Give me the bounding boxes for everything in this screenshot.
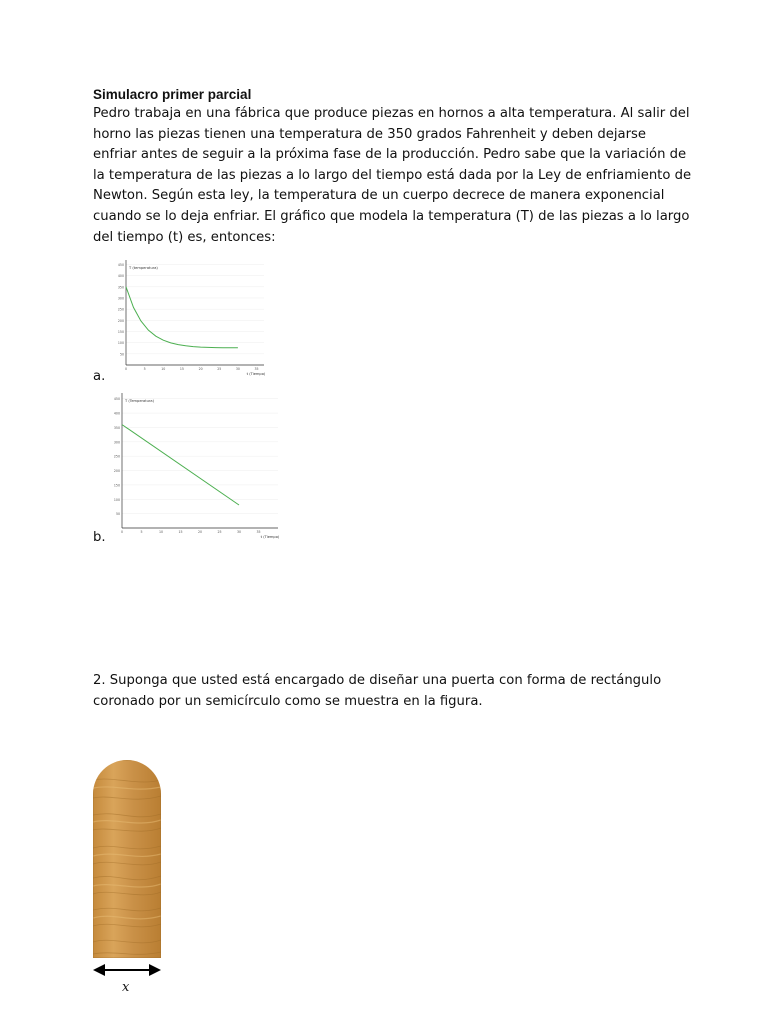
x-tick-label: 35 (254, 367, 259, 371)
door-width-label: x (122, 980, 130, 995)
y-tick-label: 50 (115, 512, 120, 517)
x-tick-label: 20 (197, 530, 203, 534)
door-figure (93, 760, 161, 962)
y-tick-label: 100 (113, 497, 120, 502)
x-tick-label: 5 (143, 367, 146, 371)
y-tick-label: 250 (117, 307, 124, 312)
x-tick-label: 25 (217, 530, 222, 534)
chart-b-svg (112, 388, 288, 544)
double-arrow-icon (93, 962, 161, 978)
y-tick-label: 450 (117, 262, 124, 267)
option-a-label[interactable]: a. (93, 369, 106, 384)
page-title: Simulacro primer parcial (93, 87, 252, 102)
x-tick-label: 35 (256, 530, 261, 534)
x-tick-label: 25 (217, 367, 222, 371)
x-tick-label: 15 (178, 530, 183, 534)
y-tick-label: 250 (113, 454, 120, 459)
problem-1-text: Pedro trabaja en una fábrica que produce piezas en hornos a alta temperatura. Al salir del horno las piezas tienen una temperatura de 350 grados Fahrenheit y deben dejarse enfriar antes de seguir a la próxima fase de la producción. Pedro sabe que la variación de la temperatura de las piezas a lo largo del tiempo está dada por la Ley de enfriamiento de Newton. Según esta ley, la temperatura de un cuerpo decrece de manera exponencial cuando se lo deja enfriar. El gráfico que modela la temperatura (T) de las piezas a lo largo del tiempo (t) es, entonces: (93, 106, 692, 245)
chart-option-a (114, 252, 278, 382)
y-axis-label: T (Temperatura) (125, 399, 154, 403)
y-tick-label: 200 (113, 469, 120, 474)
temperature-series-line (126, 287, 238, 348)
chart-a-svg (114, 252, 278, 382)
y-tick-label: 100 (117, 341, 124, 346)
y-tick-label: 200 (117, 318, 124, 323)
x-tick-label: 10 (158, 530, 164, 534)
x-tick-label: 30 (236, 530, 242, 534)
door-image (93, 760, 161, 958)
y-tick-label: 300 (113, 440, 120, 445)
x-tick-label: 10 (161, 367, 166, 371)
y-tick-label: 150 (113, 483, 120, 488)
x-tick-label: 0 (124, 367, 128, 371)
chart-option-b (112, 388, 288, 544)
x-tick-label: 0 (120, 530, 124, 534)
problem-2-text: 2. Suponga que usted está encargado de diseñar una puerta con forma de rectángulo coronado por un semicírculo como se muestra en la figura. (93, 673, 662, 709)
y-tick-label: 450 (113, 397, 120, 402)
x-tick-label: 15 (179, 367, 184, 371)
x-tick-label: 5 (140, 530, 143, 534)
y-tick-label: 300 (117, 296, 124, 301)
x-axis-label: t (Tiempo) (246, 372, 266, 376)
y-tick-label: 50 (119, 352, 124, 357)
y-tick-label: 400 (117, 274, 124, 279)
x-tick-label: 30 (235, 367, 240, 371)
option-b-label[interactable]: b. (93, 530, 106, 545)
y-axis-label: T (temperatura) (129, 266, 158, 270)
x-axis-label: t (Tiempo) (260, 535, 280, 539)
y-tick-label: 400 (113, 411, 120, 416)
y-tick-label: 350 (113, 425, 120, 430)
temperature-series-line (122, 425, 239, 505)
door-width-arrow (93, 962, 161, 982)
y-tick-label: 150 (117, 329, 124, 334)
x-tick-label: 20 (198, 367, 203, 371)
y-tick-label: 350 (117, 285, 124, 290)
